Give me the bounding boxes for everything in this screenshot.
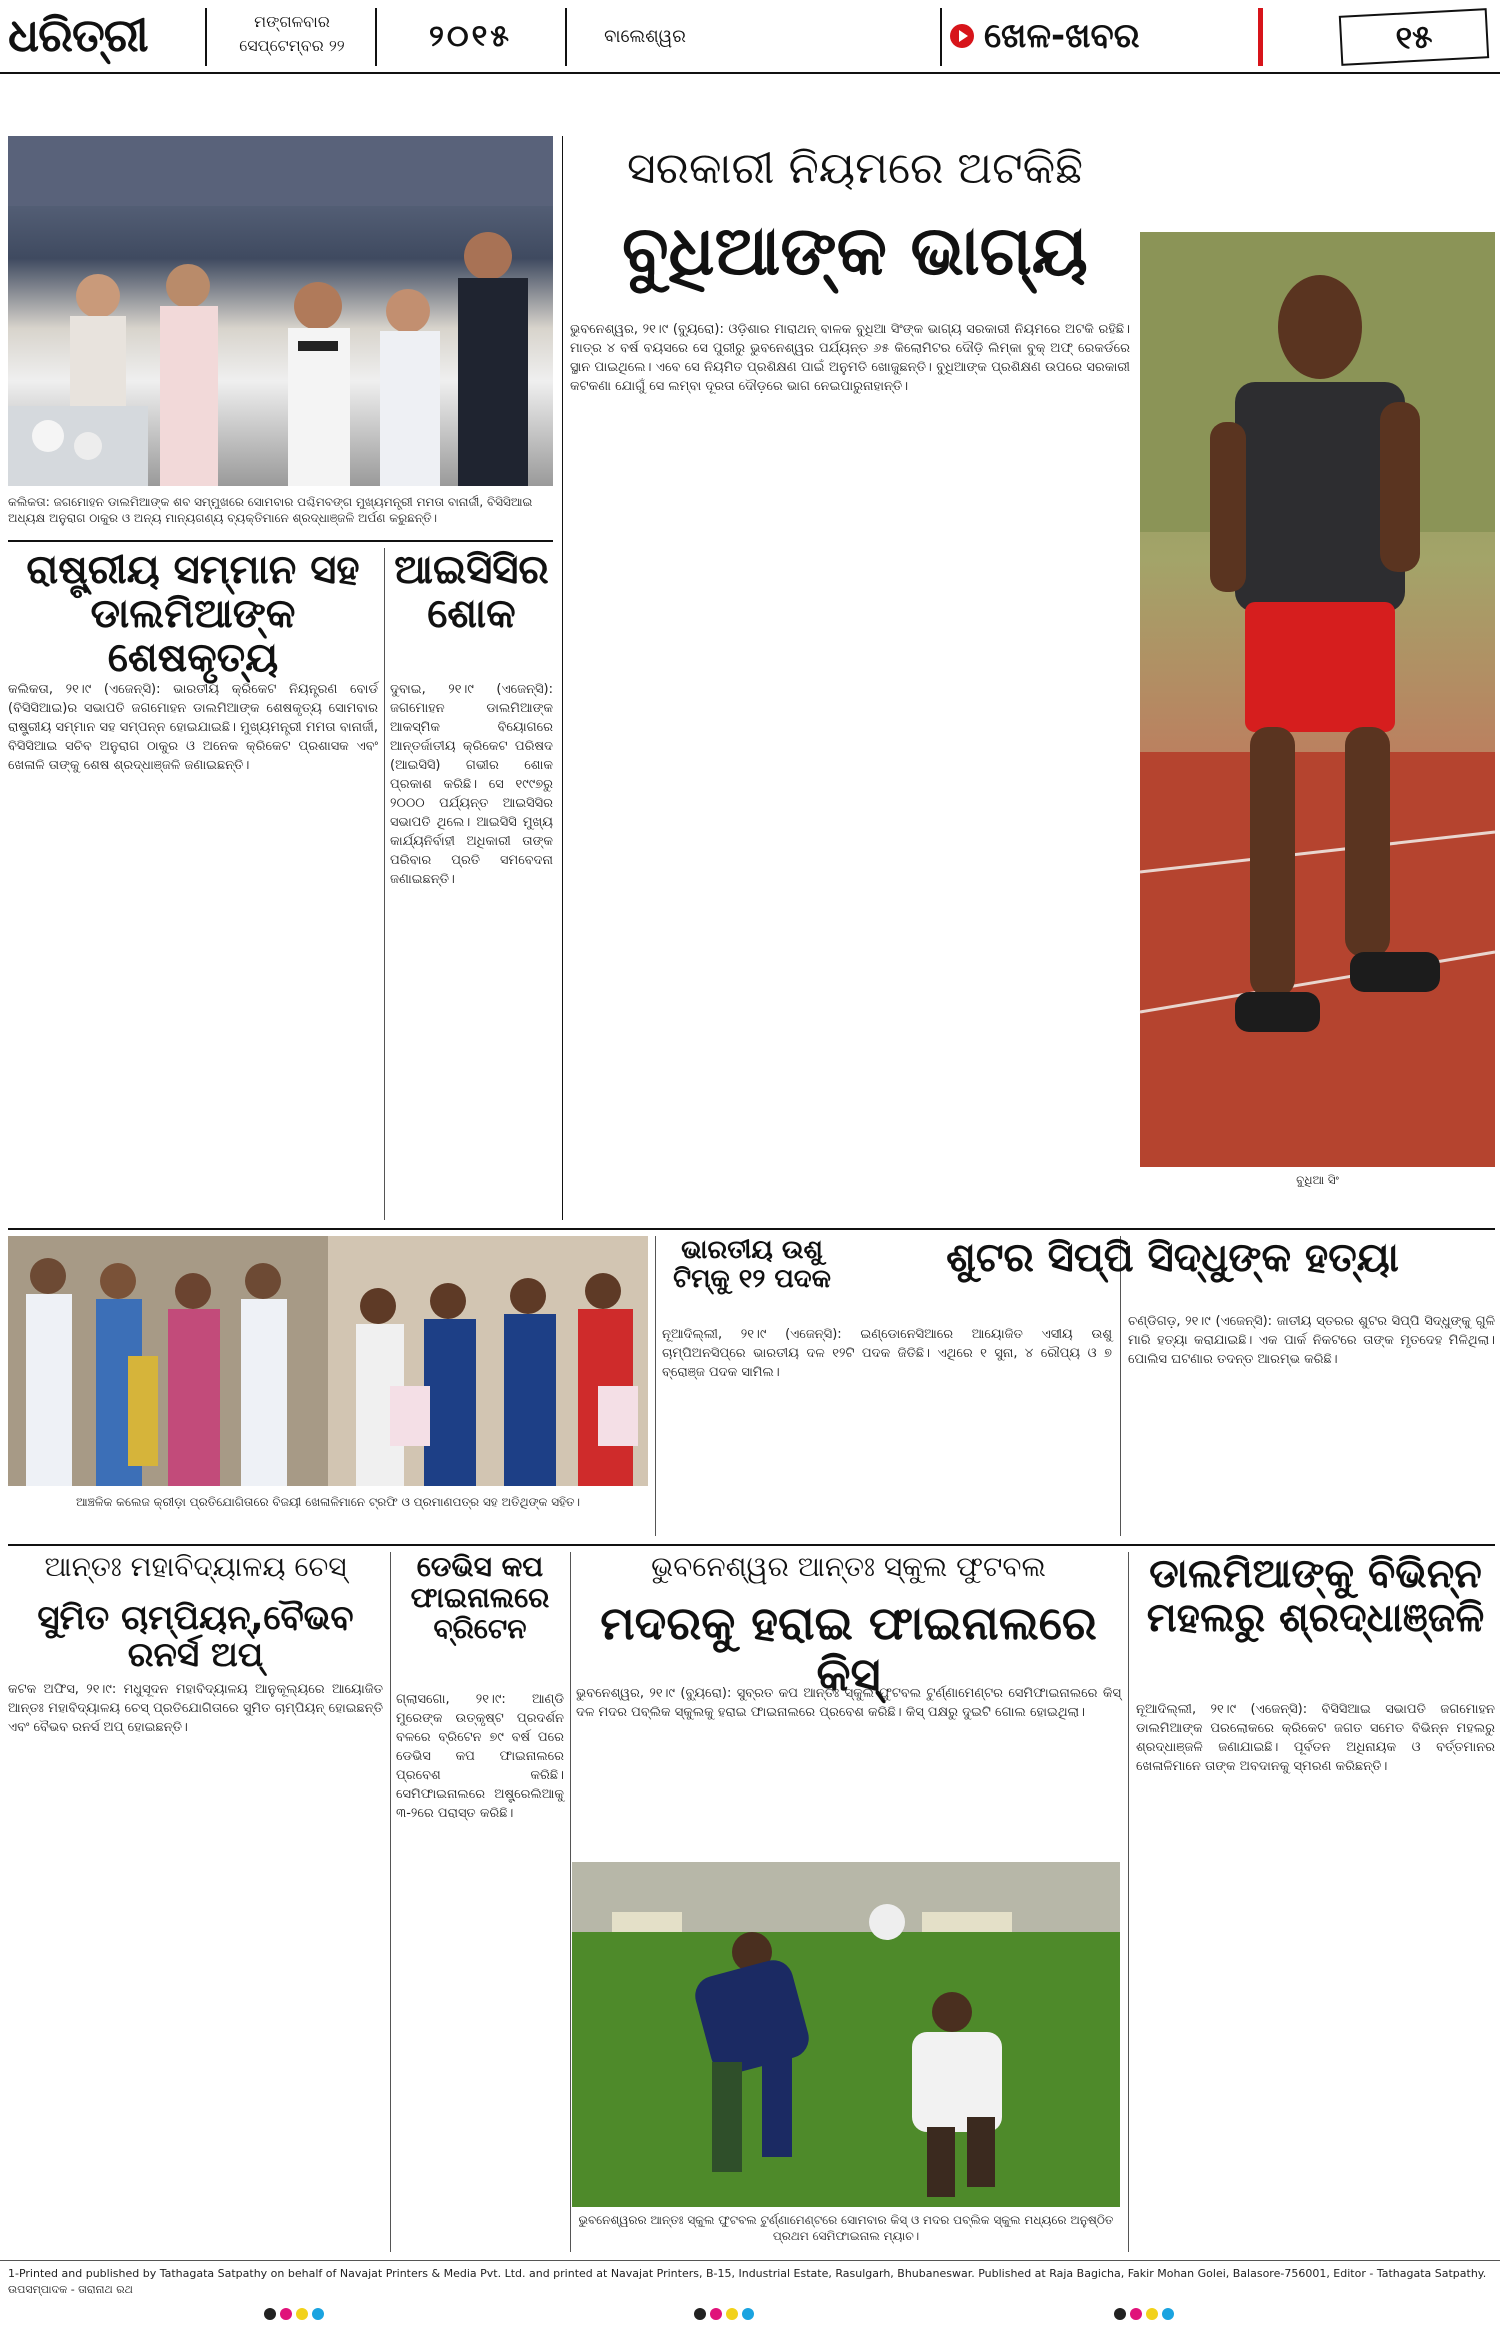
davis-cup-body: ଗ୍ଲାସଗୋ, ୨୧।୯: ଆଣ୍ଡି ମୁରେଙ୍କ ଉତ୍କୃଷ୍ଟ ପ୍ରଦର୍ଶନ ବଳରେ ବ୍ରିଟେନ ୭୯ ବର୍ଷ ପରେ ଡେଭିସ କପ ଫାଇନାଲରେ ପ୍ରବେଶ କରିଛି। ସେମିଫାଇନାଲରେ ଅଷ୍ଟ୍ରେଲିଆକୁ ୩-୨ରେ ପରାସ୍ତ କରିଛି।: [396, 1692, 569, 1821]
budhia-photo: [1140, 232, 1495, 1167]
date-block: [212, 0, 372, 72]
shooter-headline: ଶୁଟର ସିପ୍ପି ସିଦ୍ଧୁଙ୍କ ହତ୍ୟା: [946, 1235, 1399, 1281]
football-kicker: ଭୁବନେଶ୍ୱର ଆନ୍ତଃ ସ୍କୁଲ ଫୁଟବଲ: [651, 1550, 1046, 1583]
dalmia-funeral-headline: ରାଷ୍ଟ୍ରୀୟ ସମ୍ମାନ ସହ ଡାଲମିଆଙ୍କ ଶେଷକୃତ୍ୟ: [26, 547, 360, 681]
play-circle-icon: [950, 24, 974, 48]
date-label: ସେପ୍ଟେମ୍ବର ୨୨: [239, 36, 345, 55]
tributes-headline: ଡାଲମିଆଙ୍କୁ ବିଭିନ୍ନ ମହଲରୁ ଶ୍ରଦ୍ଧାଞ୍ଜଳି: [1146, 1551, 1485, 1641]
dalmia-funeral-body: କଲିକତା, ୨୧।୯ (ଏଜେନ୍ସି): ଭାରତୀୟ କ୍ରିକେଟ ନିୟନ୍ତ୍ରଣ ବୋର୍ଡ (ବିସିସିଆଇ)ର ସଭାପତି ଜଗମୋହନ ଡାଲମିଆଙ୍କ ଶେଷକୃତ୍ୟ ସୋମବାର ରାଷ୍ଟ୍ରୀୟ ସମ୍ମାନ ସହ ସମ୍ପନ୍ନ ହୋଇଯାଇଛି। ମୁଖ୍ୟମନ୍ତ୍ରୀ ମମତା ବାନାର୍ଜୀ, ବିସିସିଆଇ ସଚିବ ଅନୁରାଗ ଠାକୁର ଓ ଅନେକ କ୍ରିକେଟ ପ୍ରଶାସକ ଏବଂ ଖେଳାଳି ତାଙ୍କୁ ଶେଷ ଶ୍ରଦ୍ଧାଞ୍ଜଳି ଜଣାଇଛନ୍ତି।: [8, 682, 383, 773]
funeral-photo: [8, 136, 553, 486]
chess-body: କଟକ ଅଫିସ, ୨୧।୯: ମଧୁସୂଦନ ମହାବିଦ୍ୟାଳୟ ଆନୁକୂଲ୍ୟରେ ଆୟୋଜିତ ଆନ୍ତଃ ମହାବିଦ୍ୟାଳୟ ଚେସ୍ ପ୍ରତିଯୋଗିତାରେ ସୁମିତ ଚାମ୍ପିୟନ୍ ହୋଇଛନ୍ତି ଏବଂ ବୈଭବ ରନର୍ସ ଅପ୍ ହୋଇଛନ୍ତି।: [8, 1682, 388, 1735]
registration-marks: [0, 2304, 1500, 2324]
year-block: [378, 0, 563, 72]
section-banner: [950, 0, 1270, 72]
wushu-body: ନୂଆଦିଲ୍ଲୀ, ୨୧।୯ (ଏଜେନ୍ସି): ଇଣ୍ଡୋନେସିଆରେ ଆୟୋଜିତ ଏସୀୟ ଉଶୁ ଚାମ୍ପିଅନସିପ୍‌ରେ ଭାରତୀୟ ଦଳ ୧୨ଟି ପଦକ ଜିତିଛି। ଏଥିରେ ୧ ସୁନା, ୪ ରୌପ୍ୟ ଓ ୭ ବ୍ରୋଞ୍ଜ ପଦକ ସାମିଲ।: [662, 1327, 1117, 1380]
budhia-photo-caption: ବୁଧିଆ ସିଂ: [1296, 1173, 1339, 1187]
chess-kicker: ଆନ୍ତଃ ମହାବିଦ୍ୟାଳୟ ଚେସ୍: [44, 1550, 347, 1583]
budhia-headline: ବୁଧିଆଙ୍କ ଭାଗ୍ୟ: [622, 212, 1088, 291]
football-headline: ମଦରକୁ ହରାଇ ଫାଇନାଲରେ କିସ୍: [600, 1596, 1097, 1701]
year-label: ୨୦୧୫: [428, 18, 512, 54]
football-body: ଭୁବନେଶ୍ୱର, ୨୧।୯ (ବ୍ୟୁରୋ): ସୁବ୍ରତ କପ ଆନ୍ତଃ ସ୍କୁଲ ଫୁଟବଲ ଟୁର୍ଣ୍ଣାମେଣ୍ଟର ସେମିଫାଇନାଲରେ କିସ୍ ଦଳ ମଦର ପବ୍ଲିକ ସ୍କୁଲକୁ ହରାଇ ଫାଇନାଲରେ ପ୍ରବେଶ କରିଛି। କିସ୍ ପକ୍ଷରୁ ଦୁଇଟି ଗୋଲ ହୋଇଥିଲା।: [576, 1686, 1126, 1720]
budhia-kicker: ସରକାରୀ ନିୟମରେ ଅଟକିଛି: [626, 143, 1084, 194]
section-accent-bar: [1258, 8, 1263, 66]
section-title: ଖେଳ-ଖବର: [984, 16, 1140, 56]
footer-imprint: 1-Printed and published by Tathagata Satpathy on behalf of Navajat Printers & Media Pvt. Ltd. and printed at Navajat Printers, B-15, Industrial Estate, Rasulgarh, Bhubaneswar. Published at Raja Bagicha, Fakir Mohan Golei, Balasore-756001, Editor - Tathagata Satpathy. ଉପସମ୍ପାଦକ - ତାରାନାଥ ରଥ: [8, 2267, 1487, 2296]
tributes-body: ନୂଆଦିଲ୍ଲୀ, ୨୧।୯ (ଏଜେନ୍ସି): ବିସିସିଆଇ ସଭାପତି ଜଗମୋହନ ଡାଲମିଆଙ୍କ ପରଲୋକରେ କ୍ରିକେଟ ଜଗତ ସମେତ ବିଭିନ୍ନ ମହଲରୁ ଶ୍ରଦ୍ଧାଞ୍ଜଳି ଜଣାଯାଇଛି। ପୂର୍ବତନ ଅଧିନାୟକ ଓ ବର୍ତ୍ତମାନର ଖେଳାଳିମାନେ ତାଙ୍କ ଅବଦାନକୁ ସ୍ମରଣ କରିଛନ୍ତି।: [1136, 1702, 1500, 1774]
city-label: ବାଲେଶ୍ୱର: [604, 25, 686, 47]
football-photo-caption: ଭୁବନେଶ୍ୱରର ଆନ୍ତଃ ସ୍କୁଲ ଫୁଟବଲ ଟୁର୍ଣ୍ଣାମେଣ୍ଟରେ ସୋମବାର କିସ୍ ଓ ମଦର ପବ୍ଲିକ ସ୍କୁଲ ମଧ୍ୟରେ ଅନୁଷ୍ଠିତ ପ୍ରଥମ ସେମିଫାଇନାଲ ମ୍ୟାଚ।: [578, 2213, 1114, 2243]
page-number-box: [1339, 8, 1489, 66]
icc-headline: ଆଇସିସିର ଶୋକ: [394, 547, 549, 637]
funeral-photo-caption: କଲିକତା: ଜଗମୋହନ ଡାଲମିଆଙ୍କ ଶବ ସମ୍ମୁଖରେ ସୋମବାର ପଶ୍ଚିମବଙ୍ଗ ମୁଖ୍ୟମନ୍ତ୍ରୀ ମମତା ବାନାର୍ଜୀ, ବିସିସିଆଇ ଅଧ୍ୟକ୍ଷ ଅନୁରାଗ ଠାକୁର ଓ ଅନ୍ୟ ମାନ୍ୟଗଣ୍ୟ ବ୍ୟକ୍ତିମାନେ ଶ୍ରଦ୍ଧାଞ୍ଜଳି ଅର୍ପଣ କରୁଛନ୍ତି।: [8, 495, 533, 525]
newspaper-logo: [8, 0, 198, 72]
college-sports-caption: ଆଞ୍ଚଳିକ କଲେଜ କ୍ରୀଡ଼ା ପ୍ରତିଯୋଗିତାରେ ବିଜୟୀ ଖେଳାଳିମାନେ ଟ୍ରଫି ଓ ପ୍ରମାଣପତ୍ର ସହ ଅତିଥିଙ୍କ ସହିତ।: [75, 1495, 580, 1509]
chess-headline: ସୁମିତ ଚାମ୍ପିୟନ୍,ବୈଭବ ରନର୍ସ ଅପ୍: [37, 1598, 354, 1676]
shooter-body: ଚଣ୍ଡିଗଡ଼, ୨୧।୯ (ଏଜେନ୍ସି): ଜାତୀୟ ସ୍ତରର ଶୁଟର ସିପ୍ପି ସିଦ୍ଧୁଙ୍କୁ ଗୁଳି ମାରି ହତ୍ୟା କରାଯାଇଛି। ଏକ ପାର୍କ ନିକଟରେ ତାଙ୍କ ମୃତଦେହ ମିଳିଥିଲା। ପୋଲିସ ଘଟଣାର ତଦନ୍ତ ଆରମ୍ଭ କରିଛି।: [1128, 1314, 1500, 1367]
icc-body: ଦୁବାଇ, ୨୧।୯ (ଏଜେନ୍ସି): ଜଗମୋହନ ଡାଲମିଆଙ୍କ ଆକସ୍ମିକ ବିୟୋଗରେ ଆନ୍ତର୍ଜାତୀୟ କ୍ରିକେଟ ପରିଷଦ (ଆଇସିସି) ଗଭୀର ଶୋକ ପ୍ରକାଶ କରିଛି। ସେ ୧୯୯୭ରୁ ୨୦୦୦ ପର୍ଯ୍ୟନ୍ତ ଆଇସିସିର ସଭାପତି ଥିଲେ। ଆଇସିସି ମୁଖ୍ୟ କାର୍ଯ୍ୟନିର୍ବାହୀ ଅଧିକାରୀ ତାଙ୍କ ପରିବାର ପ୍ରତି ସମବେଦନା ଜଣାଇଛନ୍ତି।: [390, 682, 558, 887]
page-number: ୧୫: [1394, 16, 1434, 57]
budhia-body: ଭୁବନେଶ୍ୱର, ୨୧।୯ (ବ୍ୟୁରୋ): ଓଡ଼ିଶାର ମାରାଥନ୍ ବାଳକ ବୁଧିଆ ସିଂଙ୍କ ଭାଗ୍ୟ ସରକାରୀ ନିୟମରେ ଅଟକି ରହିଛି। ମାତ୍ର ୪ ବର୍ଷ ବୟସରେ ସେ ପୁରୀରୁ ଭୁବନେଶ୍ୱର ପର୍ଯ୍ୟନ୍ତ ୬୫ କିଲୋମିଟର ଦୌଡ଼ି ଲିମ୍କା ବୁକ୍ ଅଫ୍ ରେକର୍ଡରେ ସ୍ଥାନ ପାଇଥିଲେ। ଏବେ ସେ ନିୟମିତ ପ୍ରଶିକ୍ଷଣ ପାଇଁ ଅନୁମତି ଖୋଜୁଛନ୍ତି। ବୁଧିଆଙ୍କ ପ୍ରଶିକ୍ଷଣ ଉପରେ ସରକାରୀ କଟକଣା ଯୋଗୁଁ ସେ ଲମ୍ବା ଦୂରତା ଦୌଡ଼ରେ ଭାଗ ନେଇପାରୁନାହାନ୍ତି।: [570, 322, 1135, 394]
football-photo: [572, 1862, 1120, 2207]
city-block: [570, 0, 720, 72]
wushu-headline: ଭାରତୀୟ ଉଶୁ ଟିମ୍‌କୁ ୧୨ ପଦକ: [673, 1235, 831, 1294]
logo-text: ଧରିତ୍ରୀ: [8, 8, 148, 62]
davis-cup-headline: ଡେଭିସ କପ ଫାଇନାଲରେ ବ୍ରିଟେନ: [410, 1550, 550, 1645]
college-sports-photo: [8, 1236, 648, 1486]
masthead: [0, 0, 1500, 74]
day-label: ମଙ୍ଗଳବାର: [254, 12, 330, 31]
